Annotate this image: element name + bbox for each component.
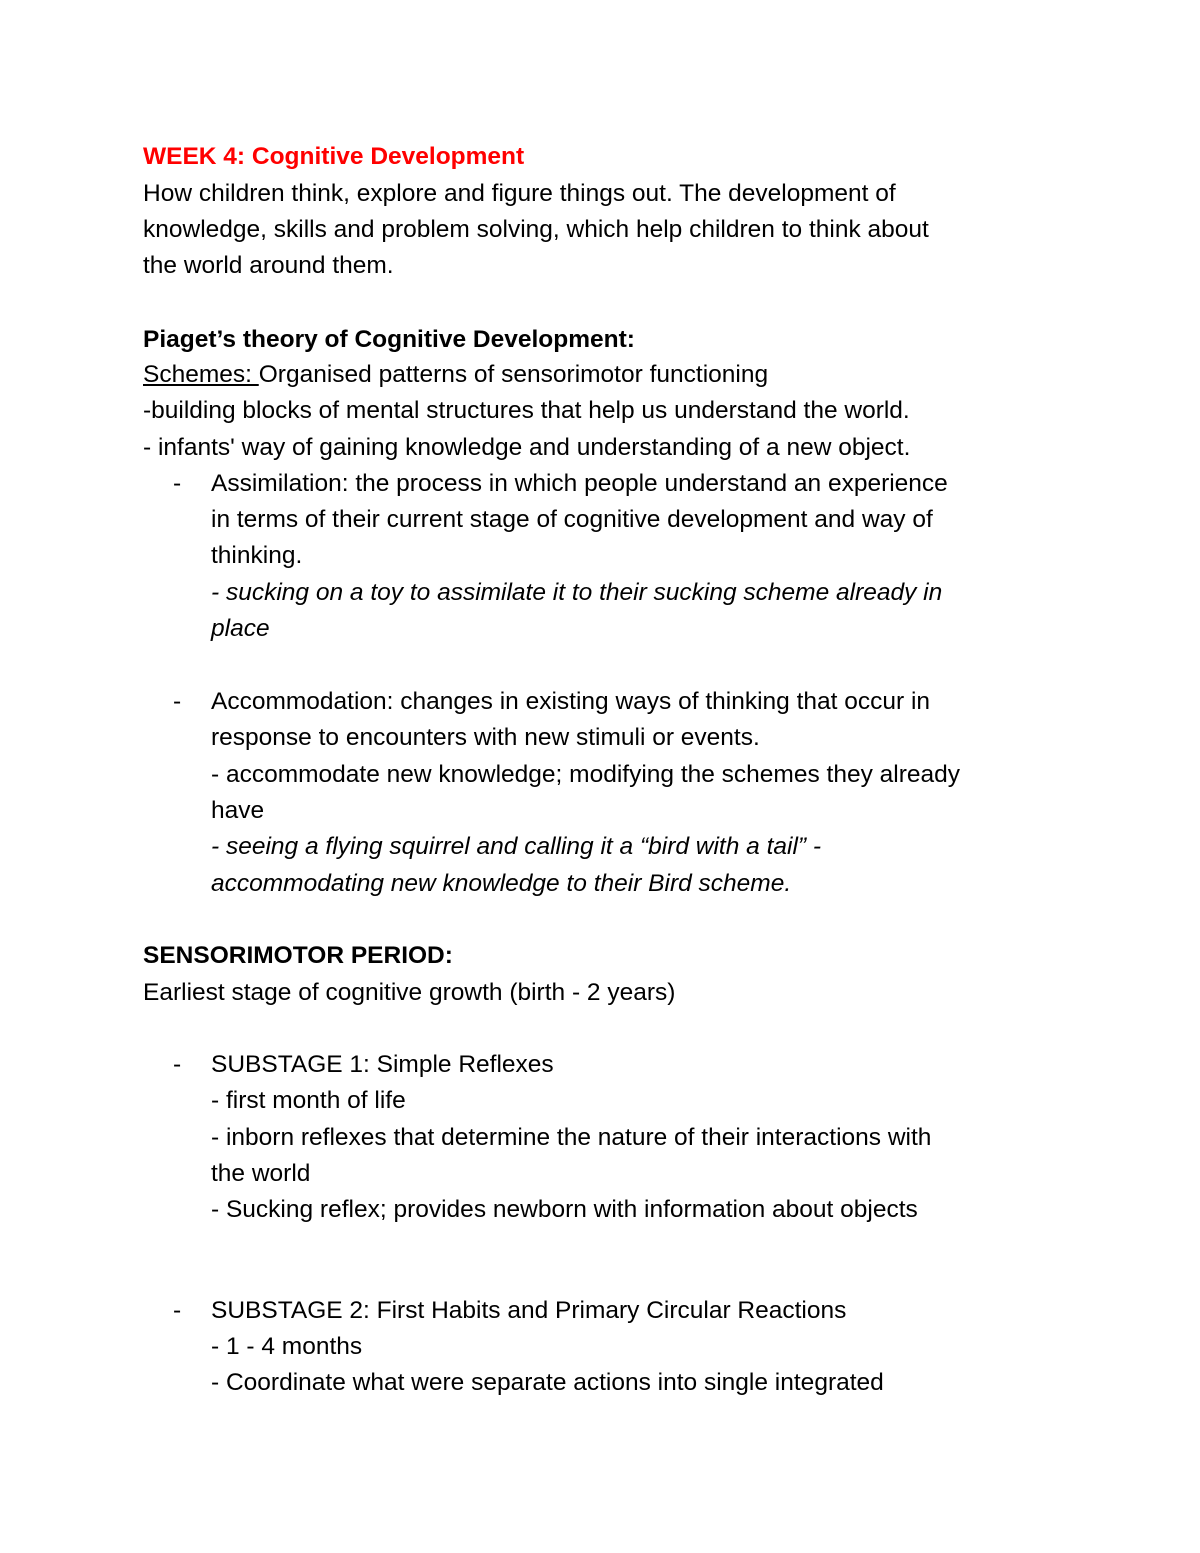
intro-line: the world around them. [143, 252, 394, 279]
substage1-line: - first month of life [211, 1087, 406, 1114]
bullet-dash: - [173, 1051, 182, 1078]
substage2-line: - Coordinate what were separate actions into single integrated [211, 1369, 884, 1396]
bullet-dash: - [173, 688, 182, 715]
sensorimotor-description: Earliest stage of cognitive growth (birth - 2 years) [143, 979, 676, 1006]
schemes-line [143, 357, 768, 393]
substage1-line: - Sucking reflex; provides newborn with information about objects [211, 1196, 918, 1223]
accommodation-example: - seeing a flying squirrel and calling it a “bird with a tail” - [211, 833, 822, 860]
schemes-detail: - infants' way of gaining knowledge and understanding of a new object. [143, 434, 911, 461]
sensorimotor-heading: SENSORIMOTOR PERIOD: [143, 942, 453, 969]
accommodation-example: accommodating new knowledge to their Bird scheme. [211, 870, 792, 897]
accommodation-line: have [211, 797, 265, 824]
substage1-line: - inborn reflexes that determine the nature of their interactions with [211, 1124, 932, 1151]
schemes-detail: -building blocks of mental structures that help us understand the world. [143, 397, 910, 424]
assimilation-line: thinking. [211, 542, 303, 569]
intro-line: knowledge, skills and problem solving, which help children to think about [143, 216, 929, 243]
substage2-title: SUBSTAGE 2: First Habits and Primary Circular Reactions [211, 1297, 847, 1324]
substage1-line: the world [211, 1160, 311, 1187]
piaget-heading: Piaget’s theory of Cognitive Development: [143, 326, 635, 353]
assimilation-line: in terms of their current stage of cognitive development and way of [211, 506, 933, 533]
accommodation-line: - accommodate new knowledge; modifying the schemes they already [211, 761, 960, 788]
schemes-definition: Organised patterns of sensorimotor functioning [258, 361, 769, 388]
substage1-title: SUBSTAGE 1: Simple Reflexes [211, 1051, 554, 1078]
page-title: WEEK 4: Cognitive Development [143, 143, 525, 170]
bullet-dash: - [173, 1297, 182, 1324]
accommodation-line: Accommodation: changes in existing ways of thinking that occur in [211, 688, 931, 715]
accommodation-line: response to encounters with new stimuli or events. [211, 724, 760, 751]
intro-line: How children think, explore and figure things out. The development of [143, 180, 896, 207]
assimilation-example: place [211, 615, 270, 642]
substage2-line: - 1 - 4 months [211, 1333, 363, 1360]
schemes-term: Schemes: [143, 361, 259, 388]
assimilation-example: - sucking on a toy to assimilate it to their sucking scheme already in [211, 579, 943, 606]
assimilation-line: Assimilation: the process in which people understand an experience [211, 470, 948, 497]
bullet-dash: - [173, 470, 182, 497]
